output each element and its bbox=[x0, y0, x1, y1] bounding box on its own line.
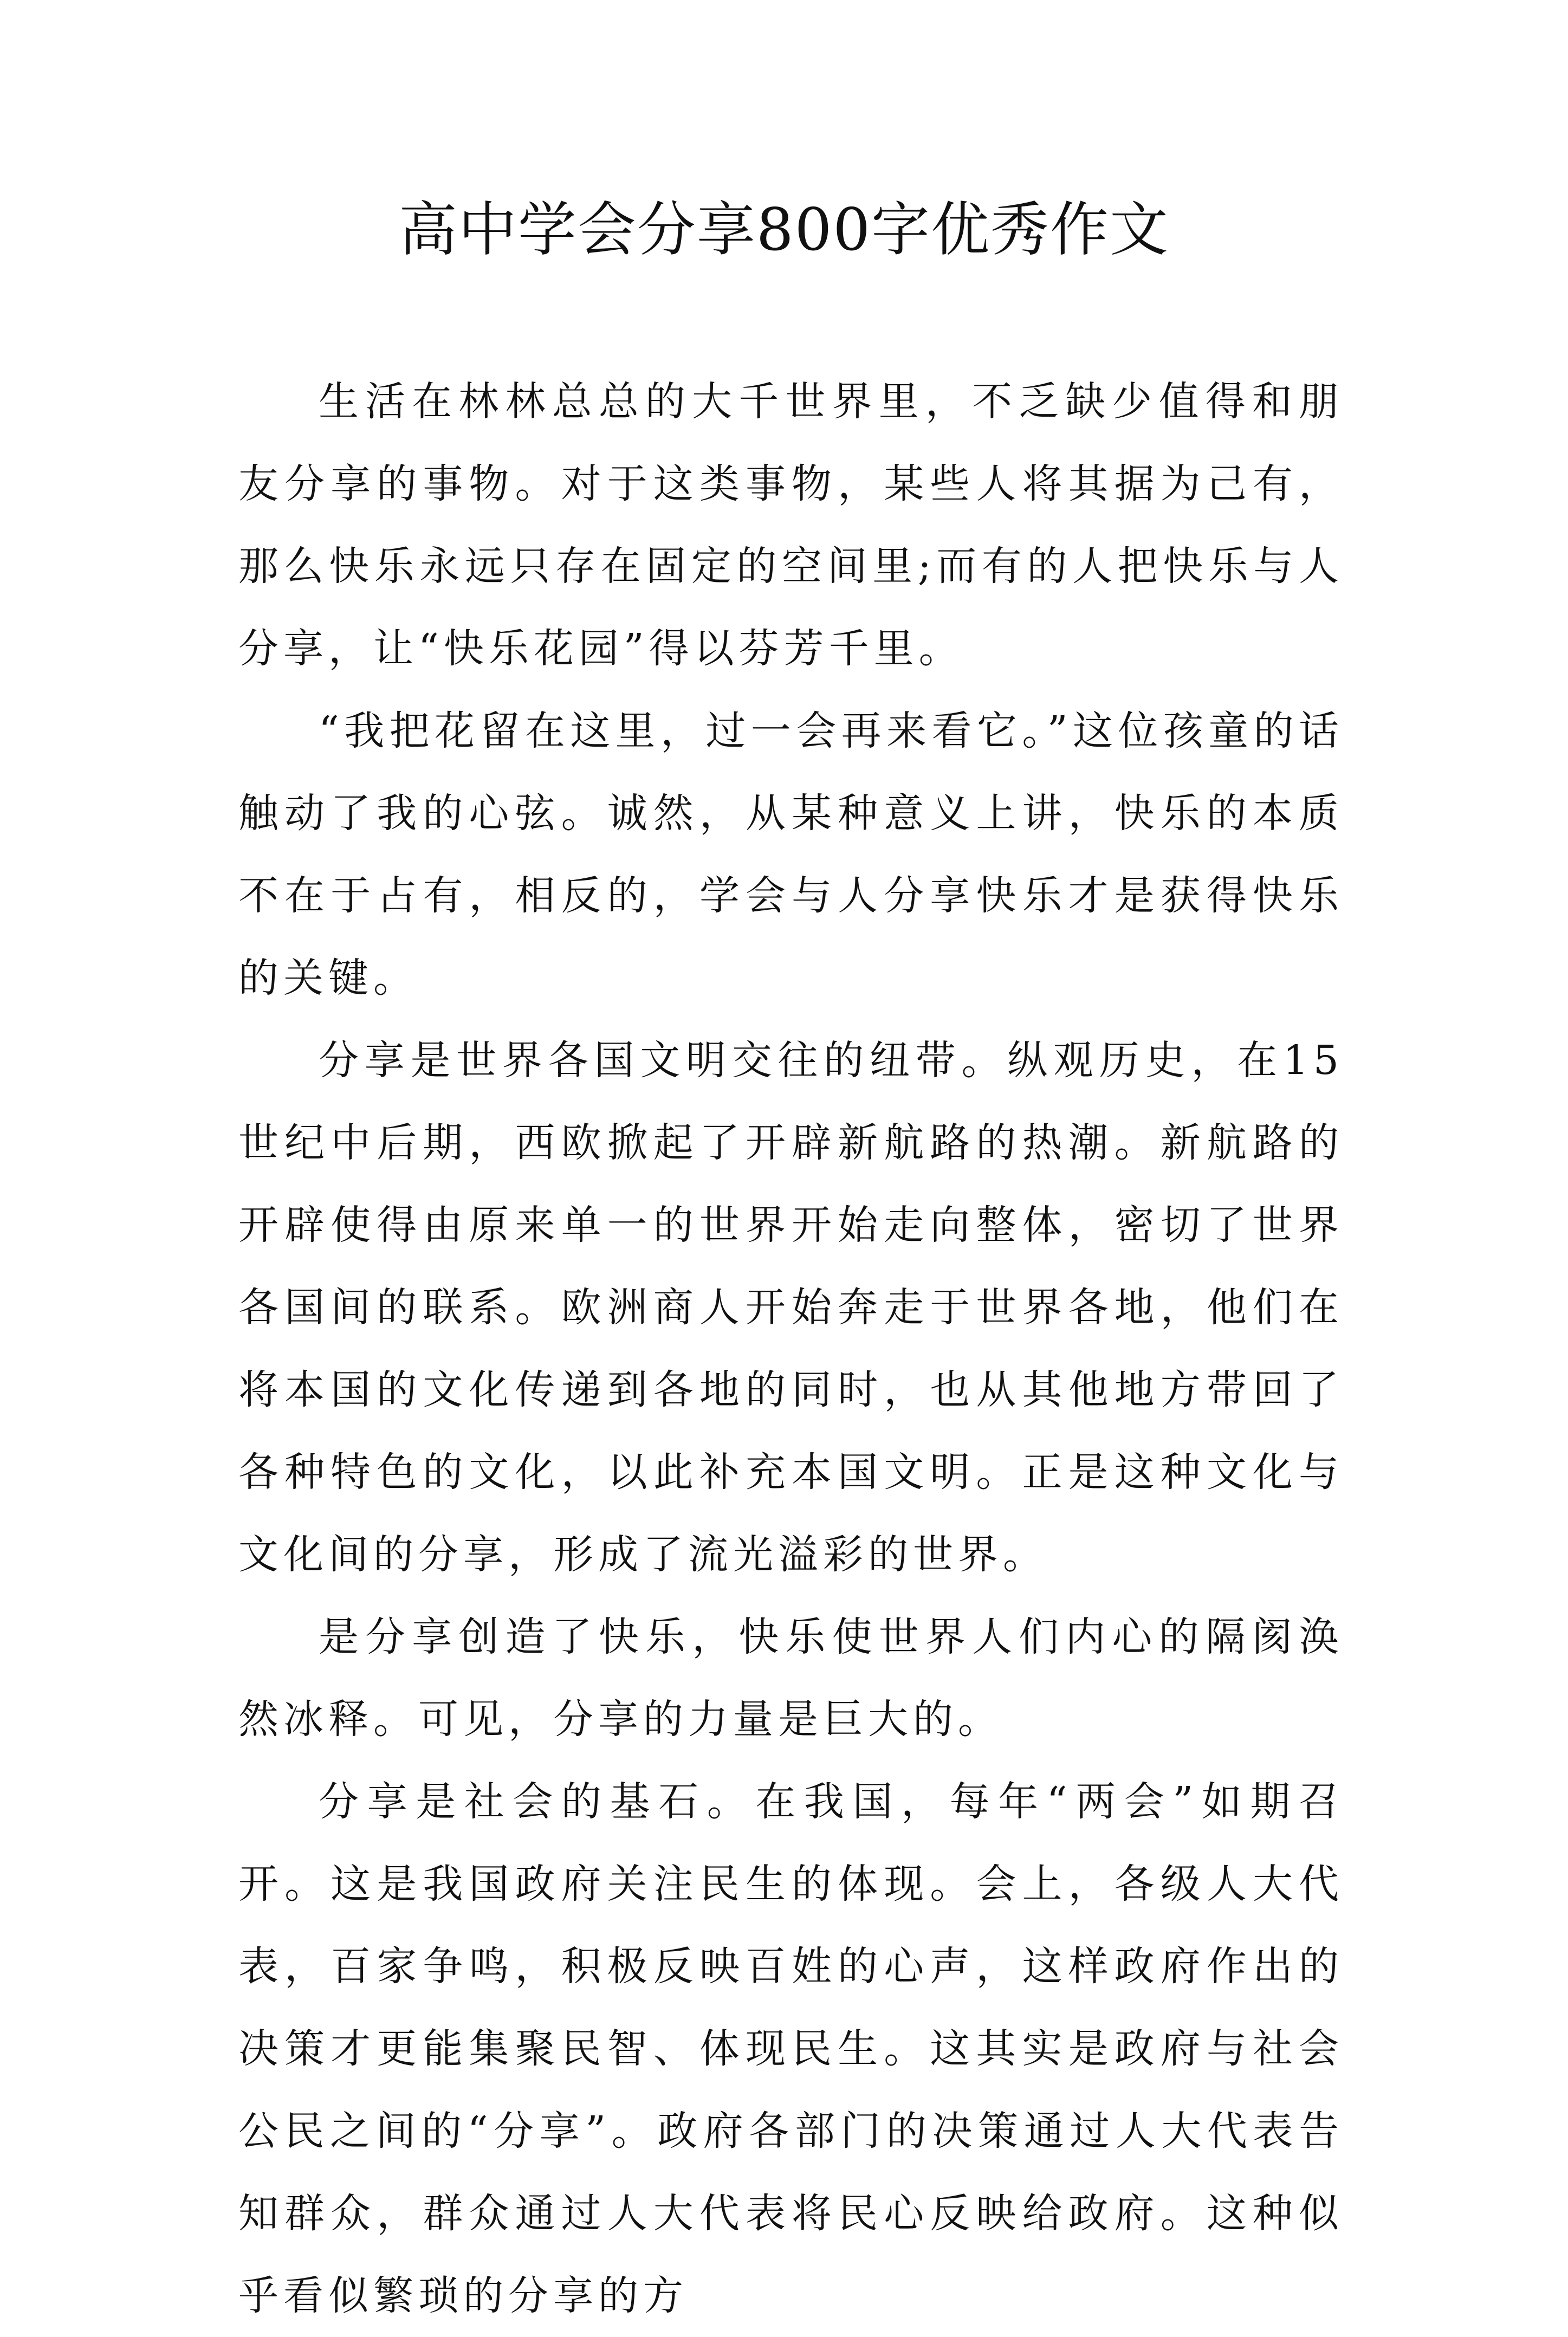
document-title: 高中学会分享800字优秀作文 bbox=[398, 196, 1170, 264]
paragraph-2: “我把花留在这里，过一会再来看它。”这位孩童的话触动了我的心弦。诚然，从某种意义上讲，快乐的本质不在于占有，相反的，学会与人分享快乐才是获得快乐的关键。 bbox=[238, 708, 1344, 1001]
paragraph-1: 生活在林林总总的大千世界里，不乏缺少值得和朋友分享的事物。对于这类事物，某些人将其据为己有，那么快乐永远只存在固定的空间里;而有的人把快乐与人分享，让“快乐花园”得以芬芳千里。 bbox=[238, 378, 1344, 672]
paragraph-5: 分享是社会的基石。在我国，每年“两会”如期召开。这是我国政府关注民生的体现。会上，各级人大代表，百家争鸣，积极反映百姓的心声，这样政府作出的决策才更能集聚民智、体现民生。这其实是政府与社会公民之间的“分享”。政府各部门的决策通过人大代表告知群众，群众通过人大代表将民心反映给政府。这种似乎看似繁琐的分享的方 bbox=[238, 1778, 1344, 2319]
paragraph-3: 分享是世界各国文明交往的纽带。纵观历史，在15世纪中后期，西欧掀起了开辟新航路的热潮。新航路的开辟使得由原来单一的世界开始走向整体，密切了世界各国间的联系。欧洲商人开始奔走于世界各地，他们在将本国的文化传递到各地的同时，也从其他地方带回了各种特色的文化，以此补充本国文明。正是这种文化与文化间的分享，形成了流光溢彩的世界。 bbox=[238, 1037, 1344, 1578]
paragraph-4: 是分享创造了快乐，快乐使世界人们内心的隔阂涣然冰释。可见，分享的力量是巨大的。 bbox=[238, 1614, 1344, 1743]
document-body bbox=[238, 360, 1344, 2337]
